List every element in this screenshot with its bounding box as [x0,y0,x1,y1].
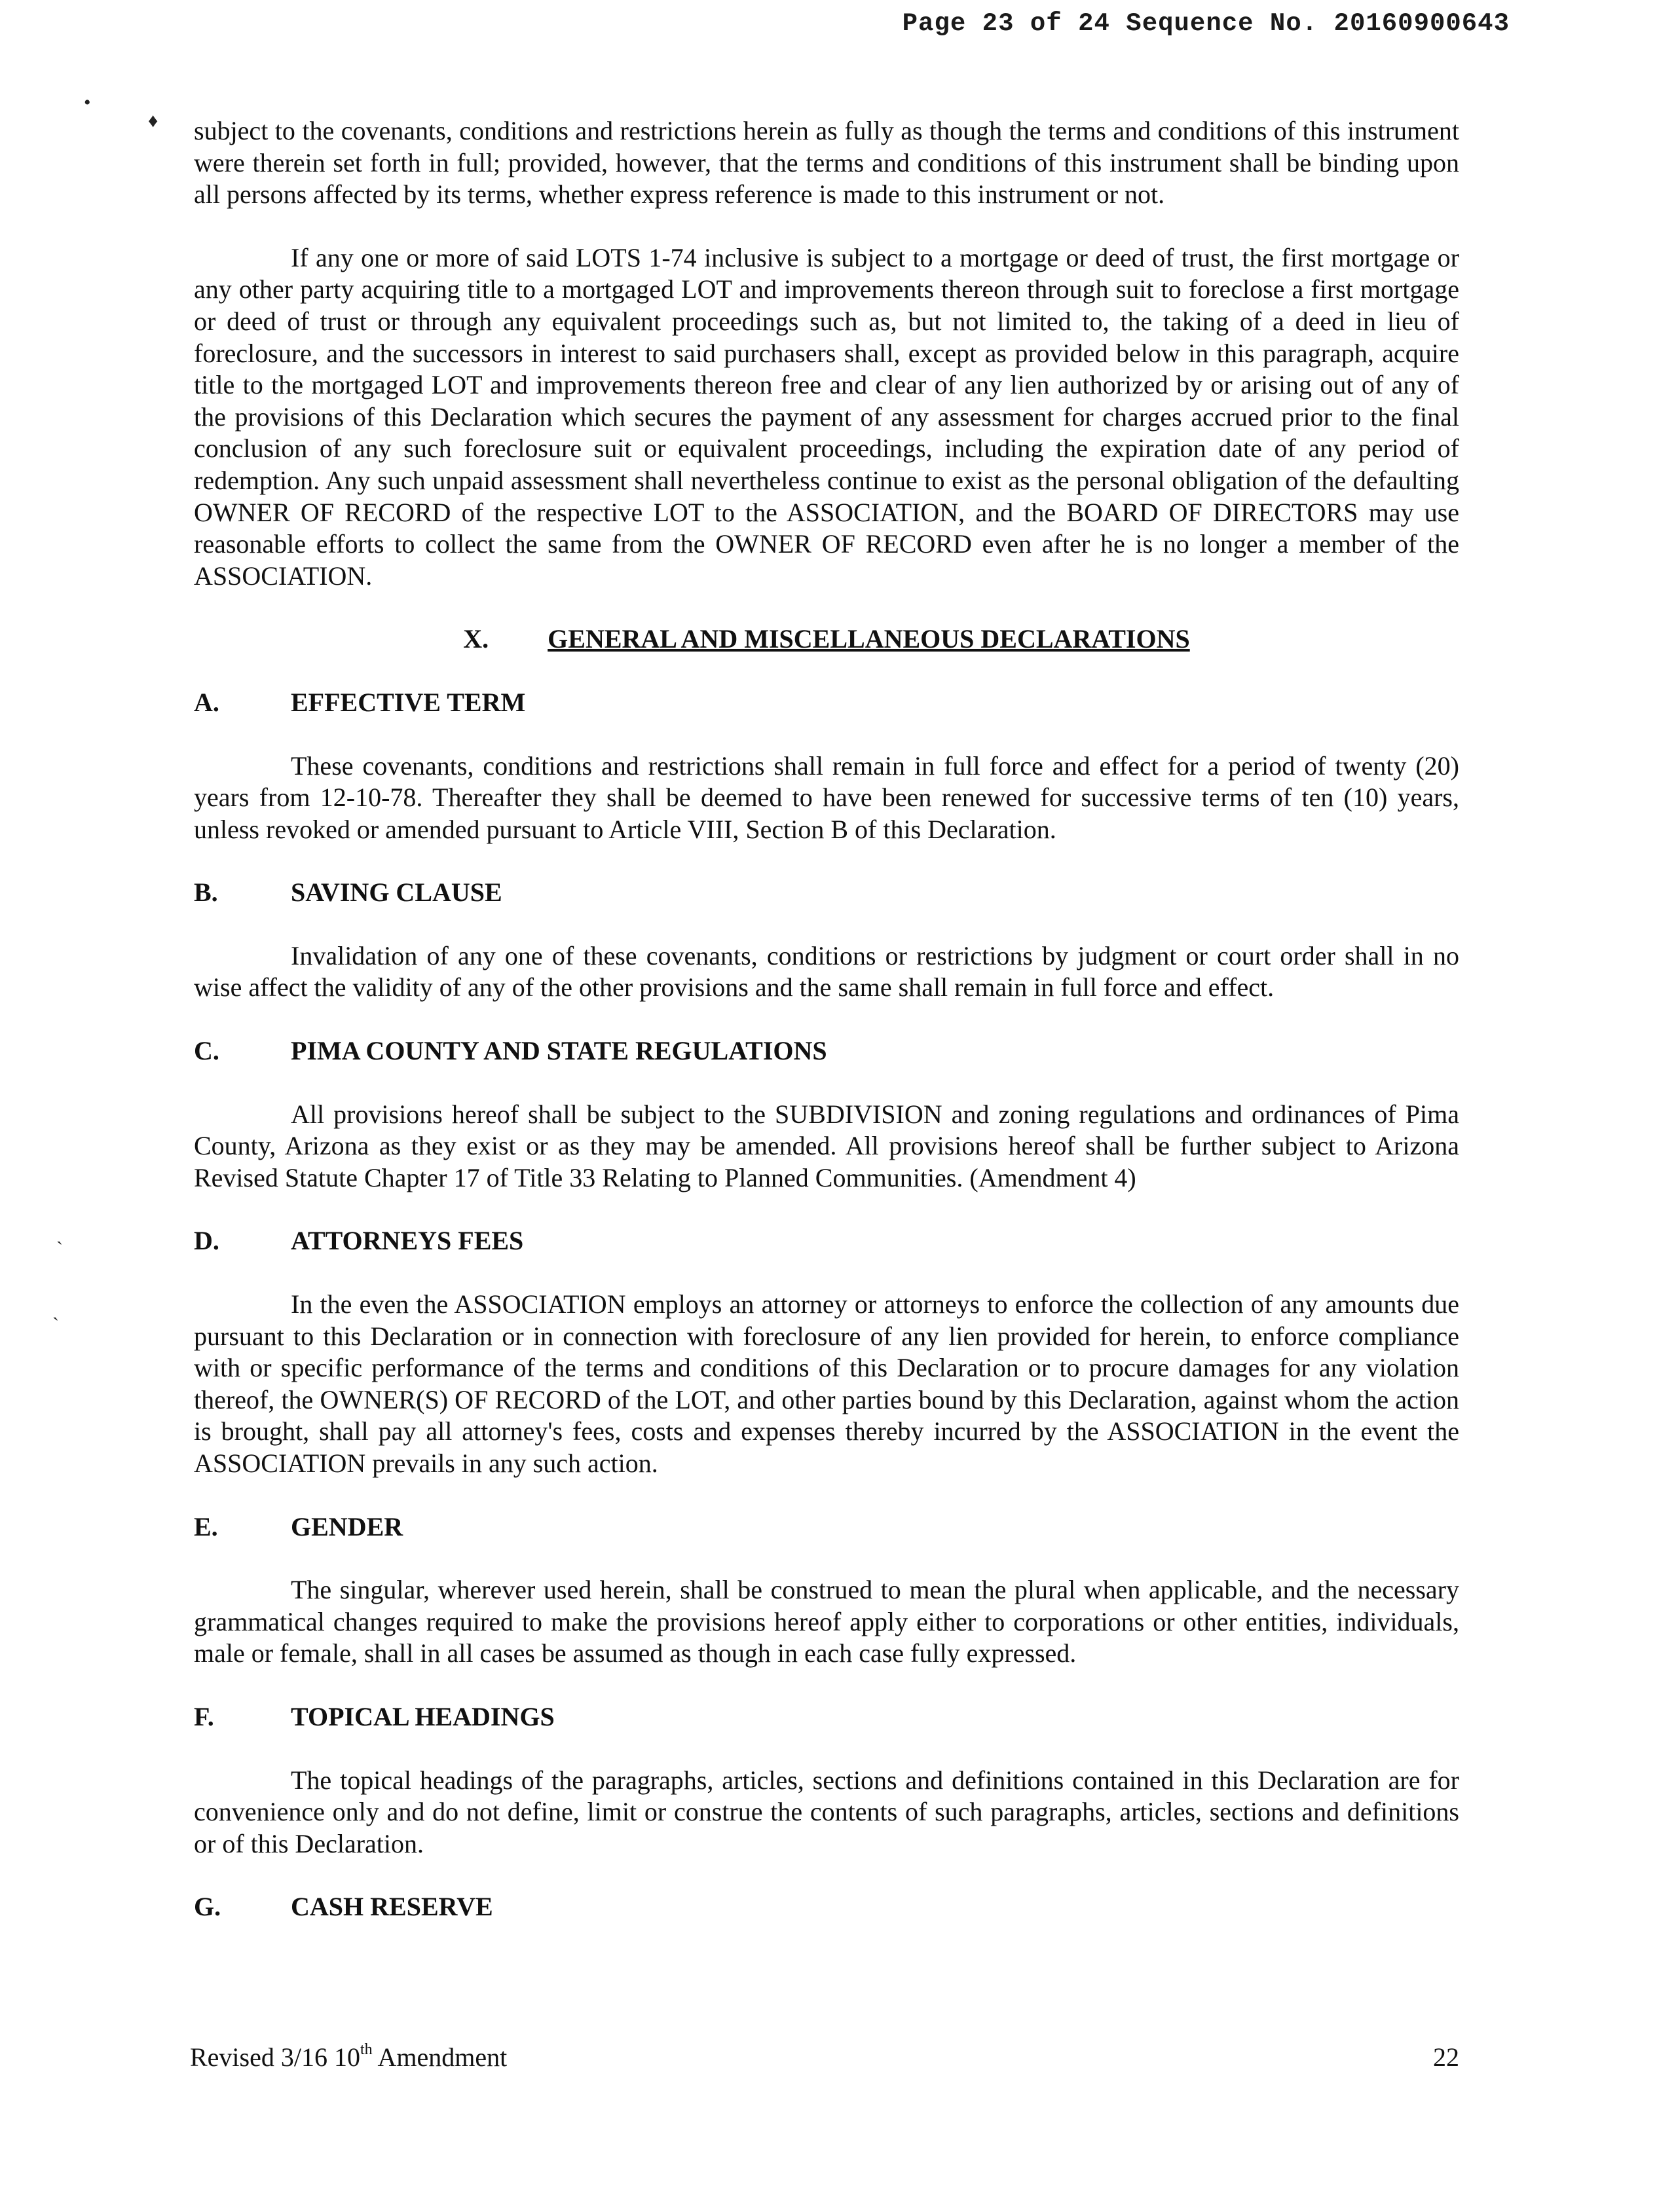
page-footer [190,2042,1459,2073]
revision-date: Revised 3/16 10 [190,2042,360,2072]
margin-mark: • [84,92,91,113]
section-letter: C. [194,1036,219,1066]
section-letter: G. [194,1892,221,1922]
amendment-label: Amendment [372,2042,508,2072]
section-letter: E. [194,1511,218,1541]
ordinal-suffix: th [360,2041,373,2058]
margin-mark: ♦ [148,110,158,132]
section-heading-c [194,1035,1459,1067]
paragraph-continuation: subject to the covenants, conditions and restrictions herein as fully as though the terms and conditions of this instrument were therein set forth in full; provided, however, that the terms and conditions of this instrument shall be binding upon all persons affected by its terms, whether express reference is made to this instrument or not. [194,116,1459,210]
margin-mark: ˎ [56,1223,63,1245]
section-heading-b [194,877,1459,909]
sequence-stamp: Page 23 of 24 Sequence No. 20160900643 [902,9,1510,38]
section-text-a: These covenants, conditions and restrictions shall remain in full force and effect for a period of twenty (20) years from 12-10-78. Thereafter they shall be deemed to have been renewed for successive terms of ten (10) years, unless revoked or amended pursuant to Article VIII, Section B of this Declaration. [194,750,1459,844]
article-heading [194,623,1459,655]
section-text-f: The topical headings of the paragraphs, articles, sections and definitions contained in this Declaration are for convenience only and do not define, limit or construe the contents of such paragraphs, articles, sections and definitions or of this Declaration. [194,1765,1459,1858]
section-text-d: In the even the ASSOCIATION employs an attorney or attorneys to enforce the collection of any amounts due pursuant to this Declaration or in connection with foreclosure of any lien provided for herein, to enforce compliance with or specific performance of the terms and conditions of this Declaration or to procure damages for any violation thereof, the OWNER(S) OF RECORD of the LOT, and other parties bound by this Declaration, against whom the action is brought, shall pay all attorney's fees, costs and expenses thereby incurred by the ASSOCIATION in the event the ASSOCIATION prevails in any such action. [194,1289,1459,1478]
page-number: 22 [1433,2042,1459,2072]
paragraph-mortgage: If any one or more of said LOTS 1-74 inclusive is subject to a mortgage or deed of trust, the first mortgage or any other party acquiring title to a mortgaged LOT and improvements thereon through suit to foreclose a first mortgage or deed of trust or through any equivalent proceedings such as, but not limited to, the taking of a deed in lieu of foreclosure, and the successors in interest to said purchasers shall, except as provided below in this paragraph, acquire title to the mortgaged LOT and improvements thereon free and clear of any lien authorized by or arising out of any of the provisions of this Declaration which secures the payment of any assessment for charges accrued prior to the final conclusion of any such foreclosure suit or equivalent proceedings, including the expiration date of any period of redemption. Any such unpaid assessment shall nevertheless continue to exist as the personal obligation of the defaulting OWNER OF RECORD of the respective LOT to the ASSOCIATION, and the BOARD OF DIRECTORS may use reasonable efforts to collect the same from the OWNER OF RECORD even after he is no longer a member of the ASSOCIATION. [194,242,1459,591]
section-title: SAVING CLAUSE [291,877,502,908]
section-heading-f [194,1701,1459,1733]
section-heading-g [194,1891,1459,1923]
section-title: EFFECTIVE TERM [291,687,526,717]
section-letter: F. [194,1701,214,1731]
section-letter: B. [194,877,218,908]
article-number: X. [463,624,489,654]
margin-mark: ˏ [52,1299,59,1321]
section-text-e: The singular, wherever used herein, shall be construed to mean the plural when applicable, and the necessary grammatical changes required to make the provisions hereof apply either to corporations or other entities, individuals, male or female, shall in all cases be assumed as though in each case fully expressed. [194,1575,1459,1668]
section-text-b: Invalidation of any one of these covenants, conditions or restrictions by judgment or court order shall in no wise affect the validity of any of the other provisions and the same shall remain in full force and effect. [194,940,1459,1003]
section-text-c: All provisions hereof shall be subject to the SUBDIVISION and zoning regulations and ordinances of Pima County, Arizona as they exist or as they may be amended. All provisions hereof shall be further subject to Arizona Revised Statute Chapter 17 of Title 33 Relating to Planned Communities. (Amendment 4) [194,1099,1459,1192]
revision-note [190,2042,507,2073]
section-title: PIMA COUNTY AND STATE REGULATIONS [291,1036,827,1066]
section-heading-e [194,1511,1459,1543]
section-title: GENDER [291,1511,403,1541]
section-heading-d [194,1225,1459,1257]
article-title: GENERAL AND MISCELLANEOUS DECLARATIONS [548,624,1190,654]
section-heading-a [194,687,1459,719]
section-title: ATTORNEYS FEES [291,1226,524,1256]
section-letter: A. [194,687,219,717]
section-title: TOPICAL HEADINGS [291,1701,555,1731]
document-body [194,115,1459,1955]
section-letter: D. [194,1226,219,1256]
section-title: CASH RESERVE [291,1892,493,1922]
